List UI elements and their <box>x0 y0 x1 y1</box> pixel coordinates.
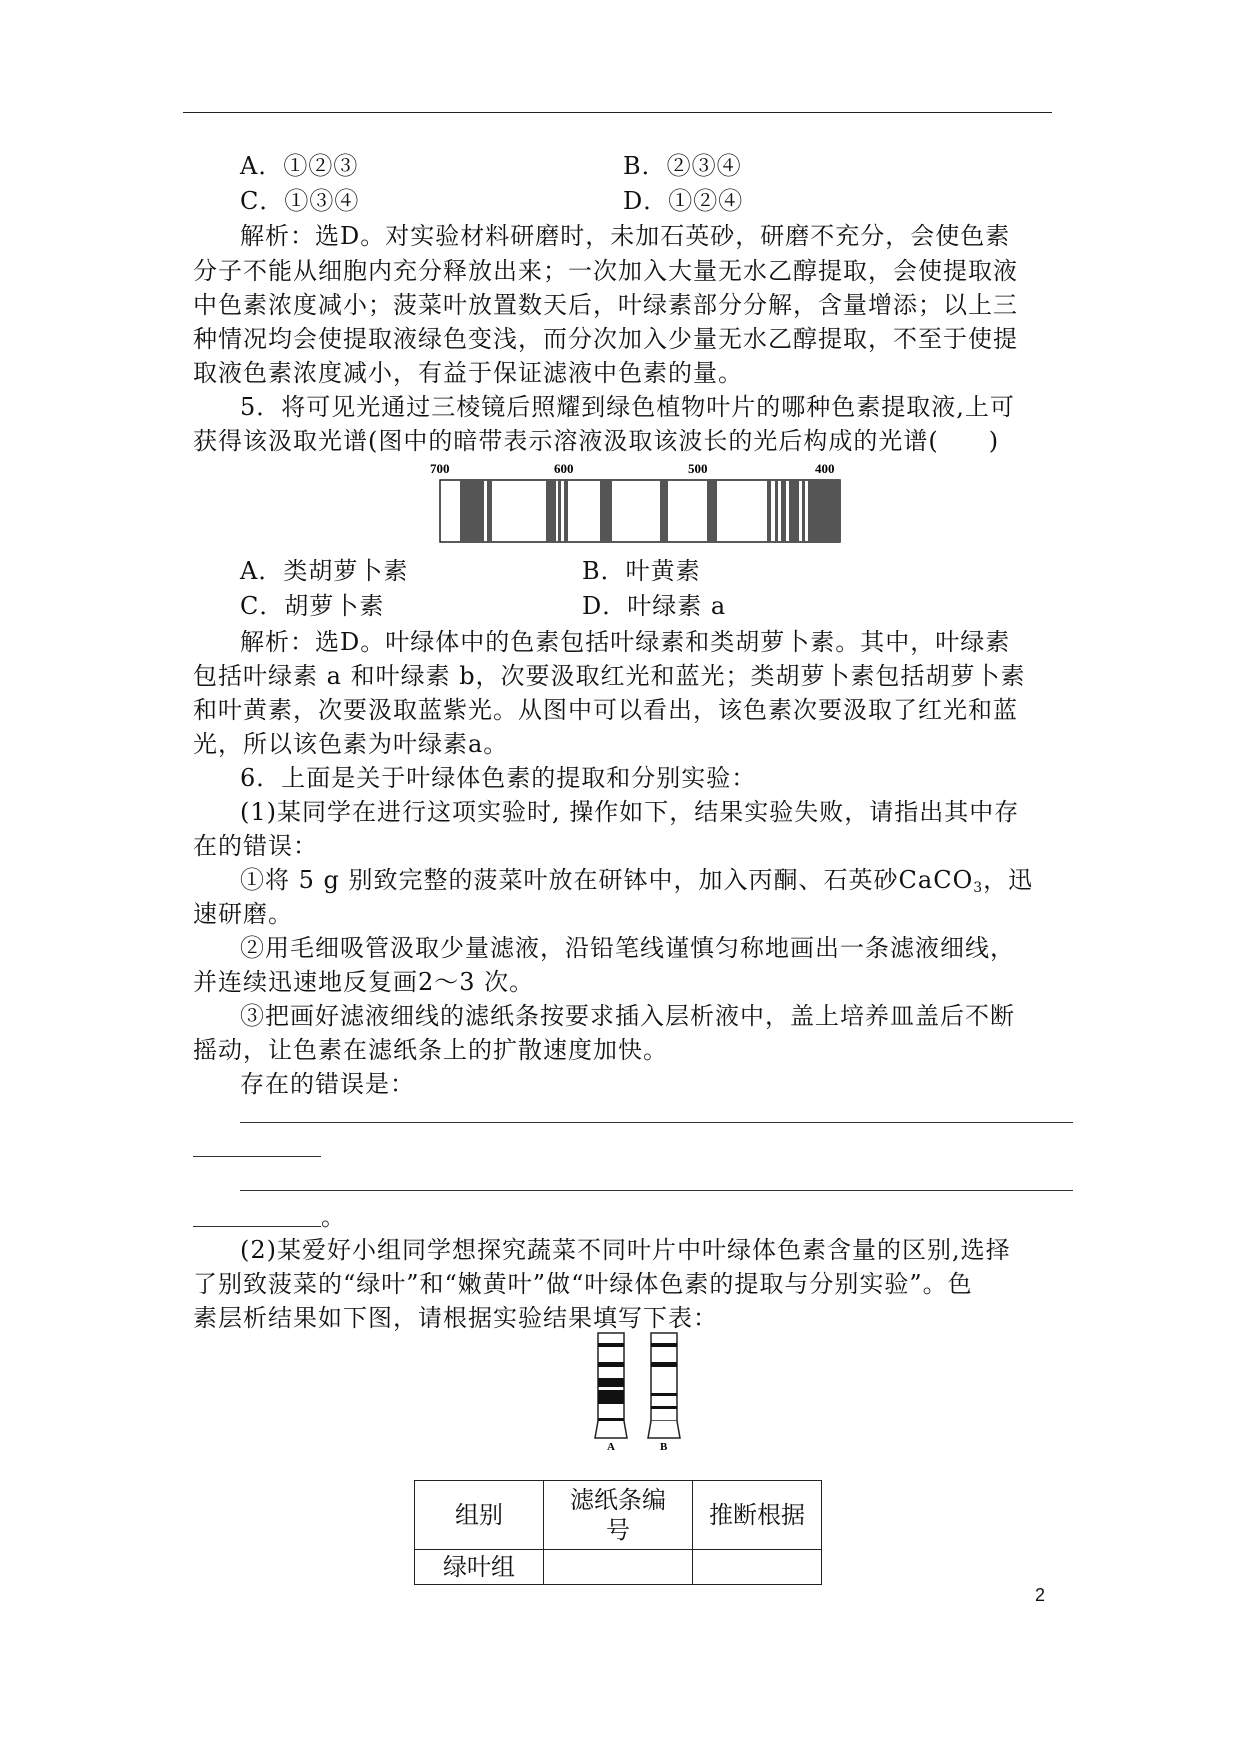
absorption-band <box>546 480 556 542</box>
q6-step1-cont: 速研磨。 <box>193 900 293 928</box>
header-basis: 推断根据 <box>693 1481 822 1550</box>
blank-end-punct: 。 <box>321 1203 346 1231</box>
option-b-q4: B．②③④ <box>623 152 742 180</box>
answer-blank-line[interactable] <box>240 1190 1073 1191</box>
analysis-q5-line: 和叶黄素，次要汲取蓝紫光。从图中可以看出，该色素次要汲取了红光和蓝 <box>193 696 1018 724</box>
pigment-band <box>651 1393 677 1396</box>
pigment-band <box>651 1406 677 1409</box>
analysis-q4-line: 中色素浓度减小；菠菜叶放置数天后，叶绿素部分分解，含量增添；以上三 <box>193 291 1018 319</box>
option-c-q5: C．胡萝卜素 <box>240 592 385 620</box>
q6-step3: ③把画好滤液细线的滤纸条按要求插入层析液中，盖上培养皿盖后不断 <box>240 1002 1015 1030</box>
absorption-band <box>767 480 771 542</box>
q6-step3-cont: 摇动，让色素在滤纸条上的扩散速度加快。 <box>193 1036 668 1064</box>
table-row <box>415 1550 822 1585</box>
option-a-q5: A．类胡萝卜素 <box>240 557 409 585</box>
answer-blank-line[interactable] <box>240 1122 1073 1123</box>
pigment-band <box>598 1378 624 1387</box>
pigment-band <box>598 1390 624 1404</box>
pigment-band <box>598 1362 624 1367</box>
absorption-band <box>558 480 561 542</box>
absorption-spectrum-figure <box>420 458 852 548</box>
q6-part1-text: (1)某同学在进行这项实验时, 操作如下，结果实验失败，请指出其中存 <box>240 798 1020 826</box>
absorption-band <box>487 480 492 542</box>
pigment-band <box>651 1362 677 1367</box>
analysis-q5-line: 解析：选D。叶绿体中的色素包括叶绿素和类胡萝卜素。其中，叶绿素 <box>240 628 1011 656</box>
spectrum-frame <box>440 480 840 542</box>
header-group: 组别 <box>415 1481 544 1550</box>
spectrum-tick-label: 500 <box>688 461 708 476</box>
q6-part1-text: 在的错误： <box>193 832 318 860</box>
q6-title: 6．上面是关于叶绿体色素的提取和分别实验： <box>240 764 757 792</box>
analysis-q5-line: 包括叶绿素 a 和叶绿素 b，次要汲取红光和蓝光；类胡萝卜素包括胡萝卜素 <box>193 662 1026 690</box>
q6-step1-text: ①将 5 g 别致完整的菠菜叶放在研钵中，加入丙酮、石英砂 <box>240 866 899 894</box>
q5-stem: 5．将可见光通过三棱镜后照耀到绿色植物叶片的哪种色素提取液,上可 <box>240 393 1015 421</box>
absorption-band <box>802 480 805 542</box>
pigment-band <box>598 1343 624 1347</box>
strip-label: A <box>607 1441 615 1450</box>
option-b-q5: B．叶黄素 <box>582 557 701 585</box>
pigment-band <box>598 1418 624 1421</box>
absorption-band <box>808 480 840 542</box>
spectrum-tick-label: 600 <box>554 461 574 476</box>
analysis-q4-line: 种情况均会使提取液绿色变浅，而分次加入少量无水乙醇提取，不至于使提 <box>193 325 1018 353</box>
q6-step2: ②用毛细吸管汲取少量滤液，沿铅笔线谨慎匀称地画出一条滤液细线， <box>240 934 1015 962</box>
absorption-band <box>600 480 612 542</box>
answer-blank-line[interactable] <box>193 1226 321 1227</box>
strip-b <box>648 1333 680 1438</box>
q6-step2-cont: 并连续迅速地反复画2～3 次。 <box>193 968 535 996</box>
table-header-row <box>415 1481 822 1550</box>
cell-basis[interactable] <box>693 1550 822 1585</box>
absorption-band <box>564 480 568 542</box>
q5-stem: 获得该汲取光谱(图中的暗带表示溶液汲取该波长的光后构成的光谱( ) <box>193 427 1000 455</box>
cell-group: 绿叶组 <box>415 1550 544 1585</box>
analysis-q4-line: 取液色素浓度减小，有益于保证滤液中色素的量。 <box>193 359 743 387</box>
header-rule <box>183 112 1052 113</box>
absorption-band <box>789 480 799 542</box>
cell-strip-number[interactable] <box>544 1550 693 1585</box>
option-d-q5: D．叶绿素 a <box>582 592 727 620</box>
spectrum-tick-label: 700 <box>430 461 450 476</box>
strip-label: B <box>660 1441 668 1450</box>
chromatography-strips-figure <box>592 1330 692 1450</box>
absorption-band <box>781 480 786 542</box>
q6-step1 <box>240 866 1033 902</box>
pigment-band <box>651 1343 677 1347</box>
spectrum-tick-label: 400 <box>815 461 835 476</box>
analysis-q4-line: 解析：选D。对实验材料研磨时，未加石英砂，研磨不充分，会使色素 <box>240 222 1011 250</box>
caco3-formula: CaCO$_3$ <box>898 866 984 896</box>
q6-part2-text: 了别致菠菜的“绿叶”和“嫩黄叶”做“叶绿体色素的提取与分别实验”。色 <box>193 1270 973 1298</box>
option-a-q4: A．①②③ <box>240 152 359 180</box>
option-d-q4: D．①②④ <box>623 187 744 215</box>
errors-label: 存在的错误是： <box>240 1070 415 1098</box>
answer-blank-line[interactable] <box>193 1156 321 1157</box>
analysis-q5-line: 光，所以该色素为叶绿素a。 <box>193 730 509 758</box>
absorption-band <box>460 480 484 542</box>
header-strip-number: 滤纸条编 号 <box>544 1481 693 1550</box>
absorption-band <box>775 480 778 542</box>
q6-step1-tail: ，迅 <box>983 866 1034 894</box>
analysis-q4-line: 分子不能从细胞内充分释放出来；一次加入大量无水乙醇提取，会使提取液 <box>193 257 1018 285</box>
results-table <box>414 1480 822 1585</box>
q6-part2-text: (2)某爱好小组同学想探究蔬菜不同叶片中叶绿体色素含量的区别,选择 <box>240 1236 1011 1264</box>
absorption-band <box>660 480 668 542</box>
option-c-q4: C．①③④ <box>240 187 360 215</box>
absorption-band <box>707 480 717 542</box>
page-number: 2 <box>1035 1585 1046 1605</box>
q6-part2-text: 素层析结果如下图，请根据实验结果填写下表： <box>193 1304 718 1332</box>
strip-a <box>595 1333 627 1438</box>
